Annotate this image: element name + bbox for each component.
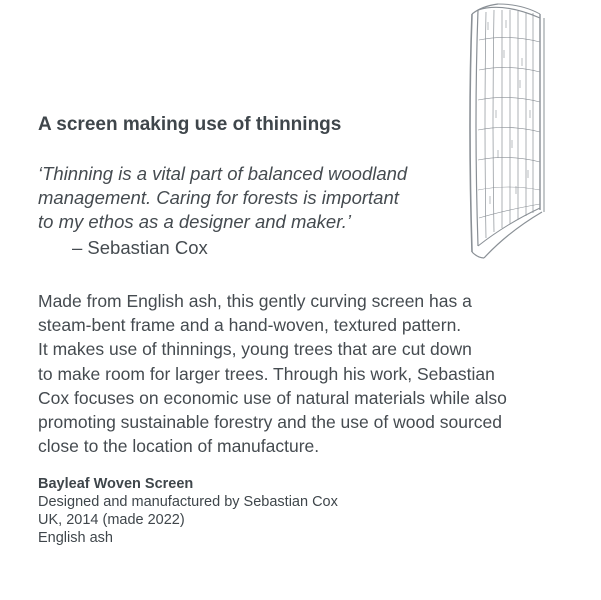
woven-screen-illustration [458, 0, 568, 262]
object-title: Bayleaf Woven Screen [38, 476, 194, 492]
quote-line: management. Caring for forests is important [38, 187, 399, 208]
description [38, 289, 507, 458]
description-line: Cox focuses on economic use of natural materials while also [38, 387, 507, 408]
description-line: steam-bent frame and a hand-woven, textured pattern. [38, 315, 462, 336]
quote-attribution: – Sebastian Cox [72, 237, 208, 258]
description-line: Made from English ash, this gently curving screen has a [38, 291, 472, 311]
quote-line: ‘Thinning is a vital part of balanced woodland [38, 163, 408, 184]
quote [38, 162, 407, 234]
object-material: English ash [38, 530, 113, 546]
description-line: It makes use of thinnings, young trees that are cut down [38, 339, 472, 360]
description-line: to make room for larger trees. Through his work, Sebastian [38, 363, 495, 384]
object-label [38, 475, 338, 547]
description-line: promoting sustainable forestry and the use of wood sourced [38, 412, 503, 433]
heading: A screen making use of thinnings [38, 114, 342, 135]
description-line: close to the location of manufacture. [38, 436, 320, 457]
object-origin: UK, 2014 (made 2022) [38, 512, 185, 528]
quote-line: to my ethos as a designer and maker.’ [38, 211, 351, 232]
object-maker: Designed and manufactured by Sebastian Cox [38, 494, 338, 510]
